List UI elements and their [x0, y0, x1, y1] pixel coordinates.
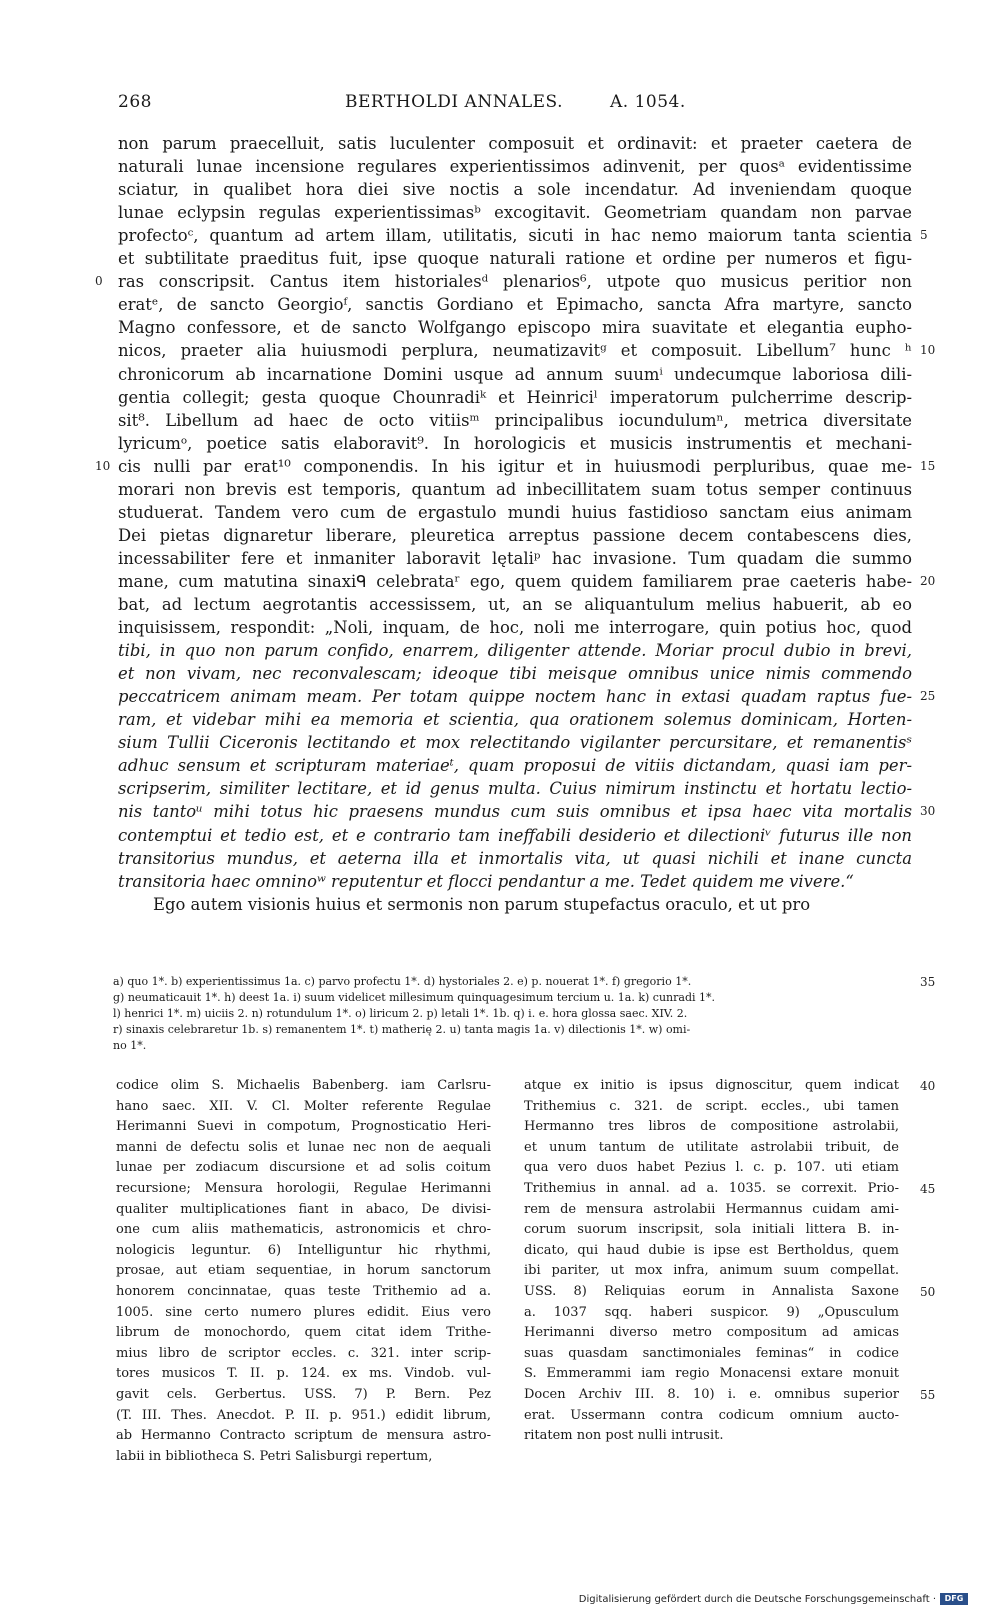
note-line: manni de defectu solis et lunae nec non de aequali [116, 1139, 491, 1155]
text-line: lyricumᵒ, poetice satis elaboravit⁹. In horologicis et musicis instrumentis et mechani- [118, 433, 912, 453]
variant-line: a) quo 1*. b) experientissimus 1a. c) parvo profectu 1*. d) hystoriales 2. e) p. nouerat 1*. f) gregorio 1*. [113, 975, 692, 988]
text-line: lunae eclypsin regulas experientissimasᵇ excogitavit. Geometriam quandam non parvae [118, 203, 912, 223]
text-line: Magno confessore, et de sancto Wolfgango episcopo mira suavitate et elegantia eupho- [118, 318, 912, 338]
line-number: 45 [920, 1182, 936, 1196]
note-line: atque ex initio is ipsus dignoscitur, quem indicat [524, 1078, 899, 1093]
text-line: gentia collegit; gesta quoque Chounradiᵏ et Heinriciˡ imperatorum pulcherrime descrip- [118, 387, 912, 407]
text-line: scripserim, similiter lectitare, et id genus multa. Cuius nimirum instinctu et hortatu lectio- [118, 779, 912, 799]
note-line: honorem concinnatae, quas teste Trithemio ad a. [116, 1284, 491, 1299]
text-line: morari non brevis est temporis, quantum ad inbecillitatem suam totus semper continuus [118, 479, 912, 499]
text-line: mane, cum matutina sinaxiᑫ celebrataʳ ego, quem quidem familiarem prae caeteris habe- [118, 571, 912, 591]
note-line: Herimanni Suevi in compotum, Prognosticatio Heri- [116, 1119, 491, 1135]
line-number: 0 [95, 274, 103, 289]
text-line: transitoria haec omninoʷ reputentur et flocci pendantur a me. Tedet quidem me vivere.“ [118, 871, 854, 891]
note-line: ab Hermanno Contracto scriptum de mensura astro- [116, 1428, 491, 1444]
text-line: peccatricem animam meam. Per totam quippe noctem hanc in extasi quadam raptus fue- [118, 687, 912, 707]
dfg-logo: DFG [940, 1593, 968, 1605]
text-line: ras conscripsit. Cantus item historialesᵈ plenarios⁶, utpote quo musicus peritior non [118, 272, 912, 292]
text-line: naturali lunae incensione regulares experientissimos adinvenit, per quosᵃ evidentissime [118, 157, 912, 177]
text-line: eratᵉ, de sancto Georgioᶠ, sanctis Gordiano et Epimacho, sancta Afra martyre, sancto [118, 295, 912, 315]
line-number: 15 [920, 458, 936, 473]
note-line: USS. 8) Reliquias eorum in Annalista Saxone [524, 1284, 899, 1299]
note-line: codice olim S. Michaelis Babenberg. iam Carlsru- [116, 1078, 491, 1093]
note-line: lunae per zodiacum discursione et ad solis coitum [116, 1160, 491, 1176]
line-number: 20 [920, 573, 936, 588]
text-line: tibi, in quo non parum confido, enarrem, diligenter attende. Moriar procul dubio in brevi, [118, 641, 912, 661]
page-number: 268 [118, 92, 152, 112]
note-line: (T. III. Thes. Anecdot. P. II. p. 951.) edidit librum, [116, 1407, 491, 1423]
note-line: Herimanni diverso metro compositum ad amicas [524, 1325, 899, 1341]
note-line: 1005. sine certo numero plures edidit. Eius vero [116, 1304, 491, 1320]
note-line: Trithemius c. 321. de script. eccles., ubi tamen [524, 1098, 899, 1114]
note-line: ibi pariter, ut mox infra, animum suum compellat. [524, 1263, 899, 1279]
footer-credit [579, 1593, 968, 1605]
text-line: non parum praecelluit, satis luculenter composuit et ordinavit: et praeter caetera de [118, 134, 912, 153]
variant-line: l) henrici 1*. m) uiciis 2. n) rotundulum 1*. o) liricum 2. p) letali 1*. 1b. q) i. e. hora glossa saec. XIV. 2. [113, 1007, 688, 1020]
note-line: labii in bibliotheca S. Petri Salisburgi repertum, [116, 1448, 433, 1464]
note-line: prosae, aut etiam sequentiae, in horum sanctorum [116, 1263, 491, 1279]
note-line: rem de mensura astrolabii Hermannus cuidam ami- [524, 1201, 899, 1217]
text-line: Dei pietas dignaretur liberare, pleuretica arreptus passione decem contabescens dies, [118, 525, 912, 545]
text-line: et non vivam, nec reconvalescam; ideoque tibi meisque omnibus unice nimis commendo [118, 664, 912, 684]
line-number: 35 [920, 975, 936, 989]
text-line: transitorius mundus, et aeterna illa et inmortalis vita, ut quasi nichili et inane cuncta [118, 848, 912, 868]
note-line: dicato, qui haud dubie is ipse est Bertholdus, quem [524, 1242, 899, 1258]
note-line: qua vero duos habet Pezius l. c. p. 107. uti etiam [524, 1160, 899, 1176]
note-line: corum suorum inscripsit, sola initiali littera B. in- [524, 1222, 899, 1238]
text-line: sit⁸. Libellum ad haec de octo vitiisᵐ principalibus iocundulumⁿ, metrica diversitate [118, 410, 912, 430]
note-line: librum de monochordo, quem citat idem Trithe- [116, 1325, 491, 1341]
text-line: adhuc sensum et scripturam materiaeᵗ, quam proposui de vitiis dictandam, quasi iam per- [118, 756, 912, 776]
text-line: et subtilitate praeditus fuit, ipse quoque naturali ratione et ordine per numeros et figu- [118, 249, 912, 269]
note-line: tores musicos T. II. p. 124. ex ms. Vindob. vul- [116, 1366, 491, 1382]
line-number: 40 [920, 1079, 936, 1093]
line-number: 30 [920, 804, 936, 819]
note-line: erat. Ussermann contra codicum omnium aucto- [524, 1407, 899, 1423]
note-line: ritatem non post nulli intrusit. [524, 1428, 724, 1444]
note-line: mius libro de scriptor eccles. c. 321. inter scrip- [116, 1345, 491, 1361]
note-line: S. Emmerammi iam regio Monacensi extare monuit [524, 1366, 899, 1382]
note-line: one cum aliis mathematicis, astronomicis et chro- [116, 1222, 491, 1238]
running-year: A. 1054. [610, 92, 686, 112]
footer-text: Digitalisierung gefördert durch die Deutsche Forschungsgemeinschaft · [578, 1593, 936, 1605]
text-line: nis tantoᵘ mihi totus hic praesens mundus cum suis omnibus et ipsa haec vita mortalis [118, 802, 912, 822]
note-line: Docen Archiv III. 8. 10) i. e. omnibus superior [524, 1387, 899, 1402]
note-line: qualiter multiplicationes fiant in abaco, De divisi- [116, 1201, 491, 1217]
text-line: profectoᶜ, quantum ad artem illam, utilitatis, sicuti in hac nemo maiorum tanta scientia [118, 226, 912, 246]
line-number: 10 [95, 458, 111, 473]
text-line: ram, et videbar mihi ea memoria et scientia, qua orationem solemus dominicam, Horten- [118, 710, 912, 730]
line-number: 5 [920, 228, 928, 243]
note-line: et unum tantum de utilitate astrolabii tribuit, de [524, 1139, 899, 1155]
note-line: suas quasdam sanctimoniales feminas“ in codice [524, 1345, 899, 1361]
variant-line: g) neumaticauit 1*. h) deest 1a. i) suum videlicet millesimum quinquagesimum tercium u. 1a. k) cunradi 1*. [113, 991, 715, 1004]
running-title: BERTHOLDI ANNALES. [345, 92, 563, 112]
note-line: Hermanno tres libros de compositione astrolabii, [524, 1119, 899, 1135]
text-line: studuerat. Tandem vero cum de ergastulo mundi huius fastidioso sanctam eius animam [118, 502, 912, 522]
line-number: 10 [920, 343, 936, 358]
text-line: chronicorum ab incarnatione Domini usque ad annum suumⁱ undecumque laboriosa dili- [118, 364, 912, 384]
text-line: contemptui et tedio est, et e contrario tam ineffabili desiderio et dilectioniᵛ futurus ille non [118, 825, 912, 845]
note-line: hano saec. XII. V. Cl. Molter referente Regulae [116, 1098, 491, 1114]
line-number: 55 [920, 1388, 936, 1402]
text-line: incessabiliter fere et inmaniter laboravit lętaliᵖ hac invasione. Tum quadam die summo [118, 548, 912, 568]
text-line: Ego autem visionis huius et sermonis non parum stupefactus oraculo, et ut pro [153, 894, 811, 914]
note-line: a. 1037 sqq. haberi suspicor. 9) „Opusculum [524, 1304, 899, 1320]
line-number: 50 [920, 1285, 936, 1299]
note-line: recursione; Mensura horologii, Regulae Herimanni [116, 1181, 491, 1196]
note-line: gavit cels. Gerbertus. USS. 7) P. Bern. Pez [116, 1387, 491, 1402]
text-line: inquisissem, respondit: „Noli, inquam, de hoc, noli me interrogare, quin potius hoc, quod [118, 618, 912, 638]
variant-line: r) sinaxis celebraretur 1b. s) remanentem 1*. t) matherię 2. u) tanta magis 1a. v) dilectionis 1*. w) omi- [113, 1023, 691, 1036]
text-line: cis nulli par erat¹⁰ componendis. In his igitur et in huiusmodi perpluribus, quae me- [118, 456, 912, 476]
variant-line: no 1*. [113, 1039, 147, 1052]
line-number: 25 [920, 689, 936, 704]
text-line: nicos, praeter alia huiusmodi perplura, neumatizavitᵍ et composuit. Libellum⁷ hunc ʰ [118, 341, 912, 361]
text-line: bat, ad lectum aegrotantis accessissem, ut, an se aliquantulum melius habuerit, ab eo [118, 595, 912, 614]
running-header [118, 92, 910, 116]
text-line: sium Tullii Ciceronis lectitando et mox relectitando vigilanter percursitare, et remanentisˢ [118, 733, 912, 753]
note-line: Trithemius in annal. ad a. 1035. se correxit. Prio- [524, 1181, 899, 1196]
text-line: sciatur, in qualibet hora diei sive noctis a sole incendatur. Ad inveniendam quoque [118, 180, 912, 200]
note-line: nologicis leguntur. 6) Intelliguntur hic rhythmi, [116, 1242, 491, 1258]
